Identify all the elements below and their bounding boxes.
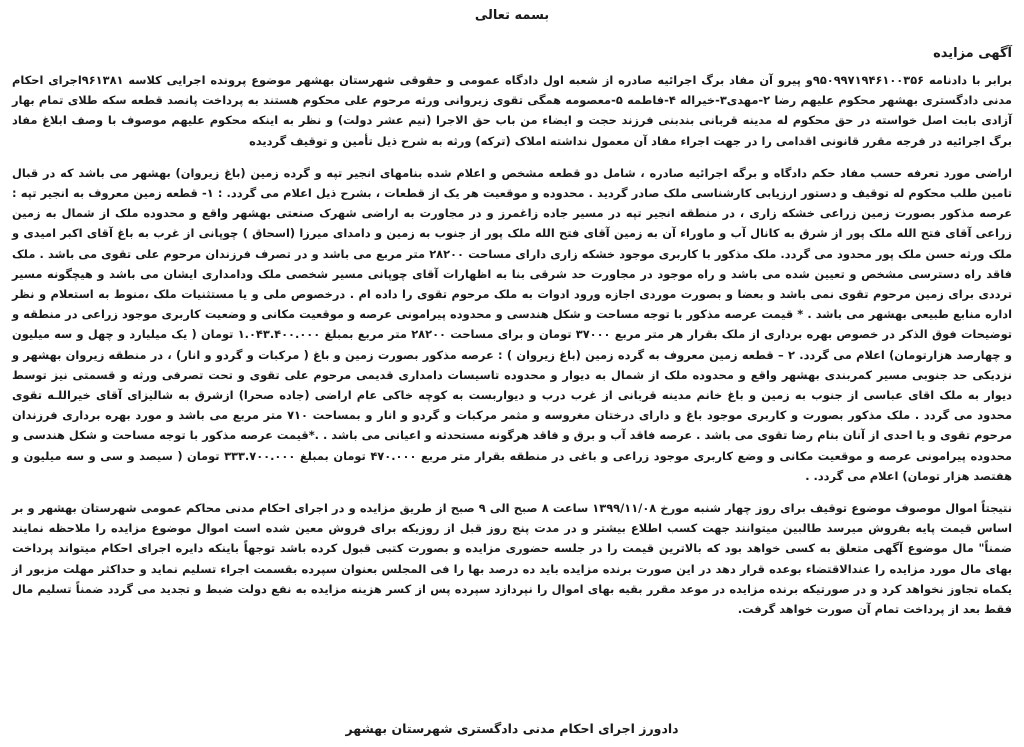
paragraph-property-description: اراضی مورد تعرفه حسب مفاد حکم دادگاه و برگه اجرائیه صادره ، شامل دو قطعه مشخص و اعلام شده بنامهای انجیر تپه و گرده زمین (باغ زیروان) بهشهر می باشد که در قبال تامین طلب محکوم له توقیف و دستور ارزیابی کارشناسی ملک صادر گردید . محدوده و موقعیت هر یک از قطعات ، بشرح ذیل اعلام می گردد. : ۱- قطعه زمین معروف به انجیر تپه : عرصه مذکور بصورت زمین زراعی خشکه زاری ، در منطقه انجیر تپه در مسیر جاده زاغمرز و در مجاورت به اراضی شهرک صنعتی بهشهر واقع و محدوده ملک از شمال به زمین زراعی آقای فتح الله ملک پور از شرق به کانال آب و ماوراء آن به زمین آقای فتح الله ملک پور از جنوب به زمین و دامدای میرزا (اسحاق ) چوپانی از غرب به باغ آقای اکبر امیدی و ملک ورثه حسن ملک پور محدود می گردد. ملک مذکور با کاربری موجود خشکه زاری دارای مساحت ۲۸۲۰۰ متر مربع می باشد و در تصرف فرزندان مرحوم علی تقوی می باشد . ملک فاقد راه دسترسی مشخص و تعیین شده می باشد و راه موجود در مجاورت حد شرقی بنا به اظهارات آقای چوپانی مسیر شخصی ملک ودامداری ایشان می باشد و هیچگونه مسیر ترددی برای زمین مرحوم تقوی نمی باشد و بعضا و بصورت موردی اجازه ورود ادوات به ملک مرحوم تقوی را داده ام . درخصوص ملی و یا مستثنیات ملک ،منوط به استعلام و نظر اداره منابع طبیعی بهشهر می باشد . * قیمت عرصه مذکور با توجه مساحت و شکل هندسی و محدوده پیرامونی عرصه و موقعیت مکانی و وضعیت کاربری موجود زراعی در منطقه و توضیحات فوق الذکر در خصوص بهره برداری از ملک بقرار هر متر مربع ۳۷۰۰۰ تومان و برای مساحت ۲۸۲۰۰ متر مربع بمبلغ ۱.۰۴۳.۴۰۰.۰۰۰ تومان ( یک میلیارد و چهل و سه میلیون و چهارصد هزارتومان) اعلام می گردد. ۲ – قطعه زمین معروف به گرده زمین (باغ زیروان ) : عرصه مذکور بصورت زمین و باغ ( مرکبات و گردو و انار) ، در منطقه زیروان بهشهر و نزدیکی حد جنوبی مسیر کمربندی بهشهر واقع و محدوده ملک از شمال به دیوار و محدوده تاسیسات دامداری قدیمی مرحوم علی تقوی و تحت تصرفی ورثه و قسمتی نیز توسط دیوار به ملک اقای عباسی از جنوب به زمین و باغ خانم مدینه قربانی از غرب درب و دیواربست به کوچه خاکی عام اراضی (جاده صحرا) ازشرق به شالیزای آقای خیراللـه تقوی محدود می گردد . ملک مذکور بصورت و کاربری موجود باغ و دارای درختان مغروسه و مثمر مرکبات و گردو و انار و بمساحت ۷۱۰ متر مربع می باشد و مورد بهره برداری فرزندان مرحوم تقوی و یا احدی از آنان بنام رضا تقوی می باشد . عرصه فاقد آب و برق و فاقد هرگونه مستحدثه و اعیانی می باشد . .*قیمت عرصه مذکور با توجه مساحت و شکل هندسی و محدوده پیرامونی عرصه و موقعیت مکانی و وضع کاربری موجود زراعی و باغی در منطقه بقرار متر مربع ۴۷۰.۰۰۰ تومان بمبلغ ۳۳۳.۷۰۰.۰۰۰ تومان ( سیصد و سی و سه میلیون و هفتصد هزار تومان) اعلام می گردد. . — [12, 165, 1012, 483]
signature-line: دادورز اجرای احکام مدنی دادگستری شهرستان بهشهر — [345, 721, 679, 736]
notice-heading: آگهی مزایده — [933, 46, 1012, 61]
paragraph-judgment: برابر با دادنامه ۹۵۰۹۹۷۱۹۴۶۱۰۰۳۵۶و پیرو آن مفاد برگ اجرائیه صادره از شعبه اول دادگاه عمومی و حقوقی شهرستان بهشهر موضوع پرونده اجرایی کلاسه ۹۶۱۳۸۱اجرای احکام مدنی دادگستری بهشهر محکوم علیهم رضا ۲-مهدی۳-خیراله ۴-فاطمه ۵-معصومه همگی تقوی زیروانی ورثه مرحوم علی محکوم هستند به پرداخت پانصد قطعه سکه طلای تمام بهار آزادی بابت اصل خواسته در حق محکوم له مدینه قربانی بندبنی فرزند حجت و ایضاء من باب حق الاجرا (نیم عشر دولت) و نظر به اینکه محکوم علیهم موصوف با وصف ابلاغ مفاد برگ اجرائیه در فرجه مقرر قانونی اقدامی را در جهت اجراء مفاد آن معمول نداشته املاک (ترکه) ورثه به شرح ذیل تأمین و توقیف گردیده — [12, 73, 1013, 148]
paragraph-auction-terms: نتیجتاً اموال موصوف موضوع توقیف برای روز چهار شنبه مورخ ۱۳۹۹/۱۱/۰۸ ساعت ۸ صبح الی ۹ صبح از طریق مزایده و در اجرای احکام مدنی محاکم عمومی شهرستان بهشهر و بر اساس قیمت پایه بفروش میرسد طالبین میتوانند جهت کسب اطلاع بیشتر و در مدت پنج روز قبل از روزیکه برای فروش معین شده است اموال موضوع مزایده را ملاحظه نمایند ضمناً" مال موضوع آگهی متعلق به کسی خواهد بود که بالاترین قیمت را در جلسه حضوری مزایده و بصورت کتبی قبول کرده باشد توجهاً باینکه دایره اجرای احکام میتواند پرداخت بهای مال مورد مزایده را عندالاقتضاء بوعده قرار دهد در این صورت برنده مزایده باید ده درصد بها را فی المجلس بعنوان سپرده بقسمت اجراء تسلیم نماید و حداکثر مهلت مزبور از یکماه تجاوز نخواهد کرد و در صورتیکه برنده مزایده در موعد مقرر بقیه بهای اموال را نپردازد سپرده پس از کسر هزینه مزایده به نفع دولت ضبط و تجدید می گردد ضمناً تسلیم مال فقط بعد از پرداخت تمام آن صورت خواهد گرفت. — [12, 501, 1012, 617]
basmala-title: بسمه تعالی — [474, 8, 550, 23]
